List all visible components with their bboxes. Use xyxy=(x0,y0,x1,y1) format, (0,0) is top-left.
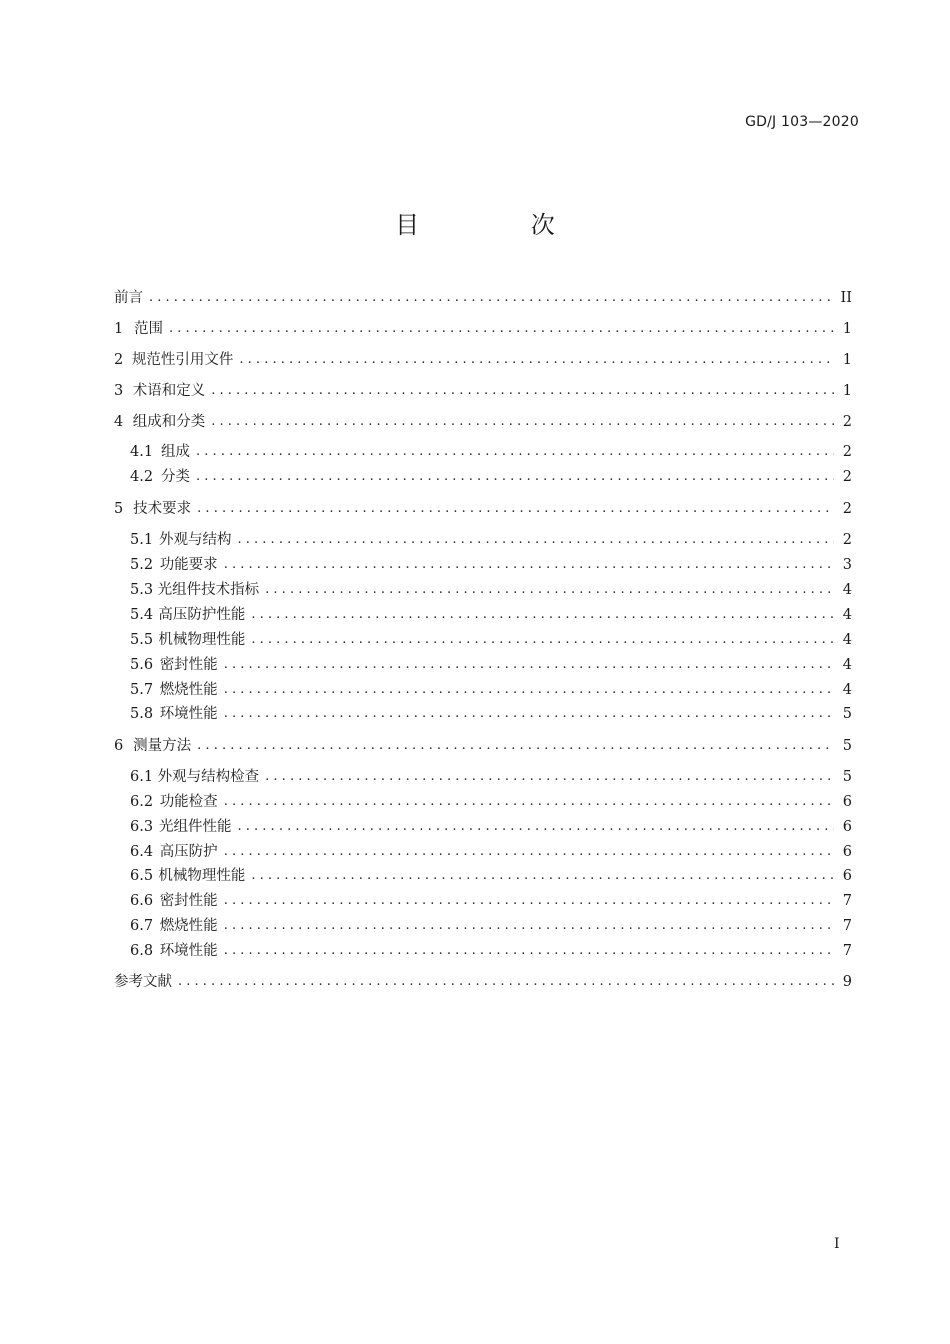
toc-entry-number: 6.4 xyxy=(130,844,154,860)
toc-subentry[interactable] xyxy=(130,629,852,651)
toc-entry-label: 范围 xyxy=(134,321,164,337)
toc-entry-page: 9 xyxy=(842,974,852,990)
dot-leader xyxy=(224,890,834,912)
toc-entry-number: 6.3 xyxy=(130,819,154,835)
toc-entry-page: 2 xyxy=(842,414,852,430)
toc-entry-number: 3 xyxy=(114,383,124,399)
toc-entry-page: 4 xyxy=(842,632,852,648)
toc-subentry[interactable] xyxy=(130,841,852,863)
toc-entry-number: 5.7 xyxy=(130,682,154,698)
document-code: GD/J 103—2020 xyxy=(745,114,859,130)
toc-entry-label: 环境性能 xyxy=(159,943,218,959)
toc-entry-number: 5 xyxy=(114,501,124,517)
toc-entry-number: 5.6 xyxy=(130,657,154,673)
toc-subentry[interactable] xyxy=(130,654,852,676)
toc-entry[interactable] xyxy=(114,411,852,433)
toc-entry-number: 5.5 xyxy=(130,632,154,648)
toc-entry-label: 高压防护 xyxy=(159,844,218,860)
toc-entry-page: 1 xyxy=(842,321,852,337)
toc-entry-page: 7 xyxy=(842,918,852,934)
dot-leader xyxy=(265,766,834,788)
toc-entry-page: 4 xyxy=(842,582,852,598)
dot-leader xyxy=(196,441,834,463)
toc-entry-page: 5 xyxy=(842,769,852,785)
toc-entry-page: 2 xyxy=(842,444,852,460)
toc-entry-label: 密封性能 xyxy=(159,893,218,909)
toc-subentry[interactable] xyxy=(130,466,852,488)
dot-leader xyxy=(251,604,834,626)
toc-entry-number: 5.4 xyxy=(130,607,154,623)
toc-entry-label: 机械物理性能 xyxy=(158,632,246,648)
toc-subentry[interactable] xyxy=(130,529,852,551)
dot-leader xyxy=(224,791,834,813)
toc-entry-number: 5.1 xyxy=(130,532,154,548)
toc-entry-label: 规范性引用文件 xyxy=(131,352,234,368)
toc-entry-number: 2 xyxy=(114,352,124,368)
dot-leader xyxy=(224,554,834,576)
toc-entry-label: 机械物理性能 xyxy=(158,868,246,884)
toc-entry-label: 参考文献 xyxy=(114,974,172,990)
toc-entry-label: 燃烧性能 xyxy=(159,918,218,934)
toc-subentry[interactable] xyxy=(130,554,852,576)
toc-entry-page: 7 xyxy=(842,893,852,909)
toc-entry-number: 4.2 xyxy=(130,469,154,485)
toc-entry-label: 术语和定义 xyxy=(132,383,206,399)
dot-leader xyxy=(224,679,834,701)
toc-entry-number: 6.7 xyxy=(130,918,154,934)
toc-entry-page: 4 xyxy=(842,607,852,623)
dot-leader xyxy=(251,865,834,887)
page-title: 目 次 xyxy=(395,211,607,239)
toc-subentry[interactable] xyxy=(130,915,852,937)
toc-entry-number: 4 xyxy=(114,414,124,430)
dot-leader xyxy=(197,498,834,520)
toc-entry-page: 2 xyxy=(842,532,852,548)
toc-entry-number: 5.3 xyxy=(130,582,154,598)
toc-entry-label: 功能要求 xyxy=(159,557,218,573)
toc-entry[interactable] xyxy=(114,287,852,309)
toc-subentry[interactable] xyxy=(130,441,852,463)
toc-entry-number: 6 xyxy=(114,738,124,754)
toc-subentry[interactable] xyxy=(130,865,852,887)
dot-leader xyxy=(211,380,834,402)
toc-entry-page: 4 xyxy=(842,682,852,698)
toc-entry-number: 6.2 xyxy=(130,794,154,810)
toc-entry-label: 外观与结构 xyxy=(159,532,232,548)
toc-entry[interactable] xyxy=(114,380,852,402)
dot-leader xyxy=(197,735,834,757)
toc-entry-label: 测量方法 xyxy=(133,738,192,754)
toc-entry-label: 燃烧性能 xyxy=(159,682,218,698)
toc-entry-label: 组成 xyxy=(161,444,191,460)
dot-leader xyxy=(211,411,834,433)
page-number: I xyxy=(834,1236,840,1252)
dot-leader xyxy=(238,816,835,838)
toc-entry-page: 6 xyxy=(842,868,852,884)
toc-entry[interactable] xyxy=(114,318,852,340)
toc-subentry[interactable] xyxy=(130,816,852,838)
toc-subentry[interactable] xyxy=(130,890,852,912)
toc-entry[interactable] xyxy=(114,349,852,371)
toc-entry-page: 4 xyxy=(842,657,852,673)
toc-entry-label: 功能检查 xyxy=(159,794,218,810)
toc-entry-label: 前言 xyxy=(114,290,143,306)
toc-entry-page: 5 xyxy=(842,706,852,722)
toc-entry-number: 4.1 xyxy=(130,444,154,460)
toc-entry-label: 分类 xyxy=(161,469,191,485)
dot-leader xyxy=(196,466,834,488)
toc-entry-number: 5.8 xyxy=(130,706,154,722)
toc-entry-page: 3 xyxy=(842,557,852,573)
toc-entry-page: 6 xyxy=(842,844,852,860)
toc-entry-number: 6.5 xyxy=(130,868,154,884)
dot-leader xyxy=(149,287,833,309)
toc-entry-label: 技术要求 xyxy=(133,501,192,517)
dot-leader xyxy=(224,915,834,937)
toc-entry-page: 2 xyxy=(842,501,852,517)
dot-leader xyxy=(224,703,834,725)
toc-entry-page: 2 xyxy=(842,469,852,485)
toc-entry-page: 6 xyxy=(842,819,852,835)
toc-entry-page: 1 xyxy=(842,383,852,399)
dot-leader xyxy=(169,318,834,340)
toc-subentry[interactable] xyxy=(130,766,852,788)
dot-leader xyxy=(238,529,835,551)
toc-entry-label: 环境性能 xyxy=(159,706,218,722)
dot-leader xyxy=(224,940,834,962)
toc-subentry[interactable] xyxy=(130,791,852,813)
dot-leader xyxy=(251,629,834,651)
dot-leader xyxy=(178,971,834,993)
toc-entry-number: 6.8 xyxy=(130,943,154,959)
dot-leader xyxy=(239,349,834,371)
toc-entry-label: 光组件性能 xyxy=(159,819,232,835)
toc-subentry[interactable] xyxy=(130,940,852,962)
toc-entry-page: 6 xyxy=(842,794,852,810)
toc-entry-label: 外观与结构检查 xyxy=(157,769,260,785)
toc-entry-page: 7 xyxy=(842,943,852,959)
toc-entry-label: 光组件技术指标 xyxy=(157,582,260,598)
toc-entry-number: 1 xyxy=(114,321,124,337)
toc-subentry[interactable] xyxy=(130,579,852,601)
toc-entry-number: 6.6 xyxy=(130,893,154,909)
toc-entry-label: 高压防护性能 xyxy=(158,607,246,623)
dot-leader xyxy=(224,654,834,676)
toc-entry-page: 5 xyxy=(842,738,852,754)
toc-entry-number: 5.2 xyxy=(130,557,154,573)
toc-entry[interactable] xyxy=(114,735,852,757)
toc-subentry[interactable] xyxy=(130,679,852,701)
dot-leader xyxy=(265,579,834,601)
toc-subentry[interactable] xyxy=(130,703,852,725)
dot-leader xyxy=(224,841,834,863)
toc-entry-label: 组成和分类 xyxy=(132,414,206,430)
toc-entry-page: II xyxy=(840,290,852,306)
toc-subentry[interactable] xyxy=(130,604,852,626)
toc-entry[interactable] xyxy=(114,498,852,520)
toc-entry-label: 密封性能 xyxy=(159,657,218,673)
toc-entry-number: 6.1 xyxy=(130,769,154,785)
toc-entry-page: 1 xyxy=(842,352,852,368)
toc-entry[interactable] xyxy=(114,971,852,993)
